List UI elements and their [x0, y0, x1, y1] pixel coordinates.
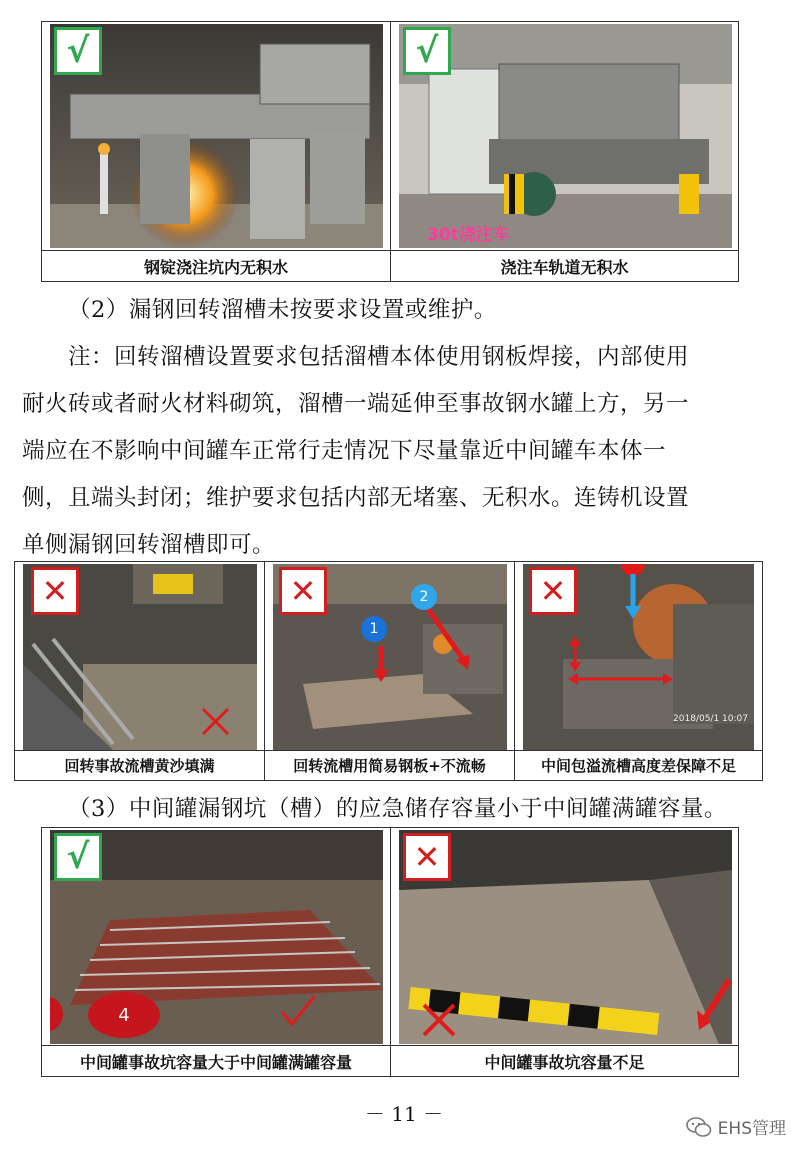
top-cell-2: [391, 22, 738, 281]
middle-cell-2: [265, 562, 515, 780]
caption: 中间罐事故坑容量大于中间罐满罐容量: [42, 1045, 390, 1076]
note-line-2: 耐火砖或者耐火材料砌筑，溜槽一端延伸至事故钢水罐上方，另一: [22, 391, 690, 417]
marker-1-label: 1: [369, 621, 379, 637]
note-line-3: 端应在不影响中间罐车正常行走情况下尽量靠近中间罐车本体一: [22, 438, 667, 464]
cross-icon: ✕: [539, 572, 567, 610]
no-badge: [529, 567, 577, 615]
check-icon: √: [66, 837, 90, 877]
middle-cell-3: [515, 562, 762, 780]
bottom-cell-2: [391, 828, 738, 1076]
check-icon: √: [66, 31, 90, 71]
note-line-1: 注：回转溜槽设置要求包括溜槽本体使用钢板焊接，内部使用: [68, 344, 690, 370]
top-photo-table: [41, 21, 739, 282]
ok-badge: [403, 27, 451, 75]
caption: 浇注车轨道无积水: [391, 250, 738, 281]
watermark: [686, 1114, 786, 1139]
no-badge: [31, 567, 79, 615]
middle-cell-1: [15, 562, 265, 780]
watermark-text: EHS管理: [717, 1119, 786, 1139]
section-3-heading: （3）中间罐漏钢坑（槽）的应急储存容量小于中间罐满罐容量。: [68, 796, 727, 822]
check-icon: √: [415, 31, 439, 71]
marker-4: [88, 992, 160, 1038]
note-line-5: 单侧漏钢回转溜槽即可。: [22, 532, 276, 558]
cross-icon: ✕: [41, 572, 69, 610]
caption: 中间罐事故坑容量不足: [391, 1045, 738, 1076]
caption: 中间包溢流槽高度差保障不足: [515, 750, 762, 780]
bottom-cell-1: [42, 828, 391, 1076]
caption: 回转流槽用简易钢板+不流畅: [265, 750, 514, 780]
page-number: － 11 －: [364, 1102, 444, 1126]
middle-photo-table: [14, 561, 763, 781]
caption: 钢锭浇注坑内无积水: [42, 250, 390, 281]
bottom-photo-table: [41, 827, 739, 1077]
marker-1: [361, 616, 387, 642]
marker-2: [411, 584, 437, 610]
caption: 回转事故流槽黄沙填满: [15, 750, 264, 780]
note-line-4: 侧，且端头封闭；维护要求包括内部无堵塞、无积水。连铸机设置: [22, 485, 690, 511]
no-badge: [403, 833, 451, 881]
photo-overlay-label: 30t浇注车: [427, 225, 510, 245]
marker-2-label: 2: [419, 589, 429, 605]
ok-badge: [54, 833, 102, 881]
top-cell-1: [42, 22, 391, 281]
wechat-icon: [686, 1116, 712, 1138]
cross-icon: ✕: [289, 572, 317, 610]
no-badge: [279, 567, 327, 615]
photo-timestamp: 2018/05/1 10:07: [673, 714, 748, 724]
section-2-heading: （2）漏钢回转溜槽未按要求设置或维护。: [68, 297, 497, 323]
marker-4-label: 4: [118, 1004, 130, 1026]
cross-icon: ✕: [413, 838, 441, 876]
ok-badge: [54, 27, 102, 75]
